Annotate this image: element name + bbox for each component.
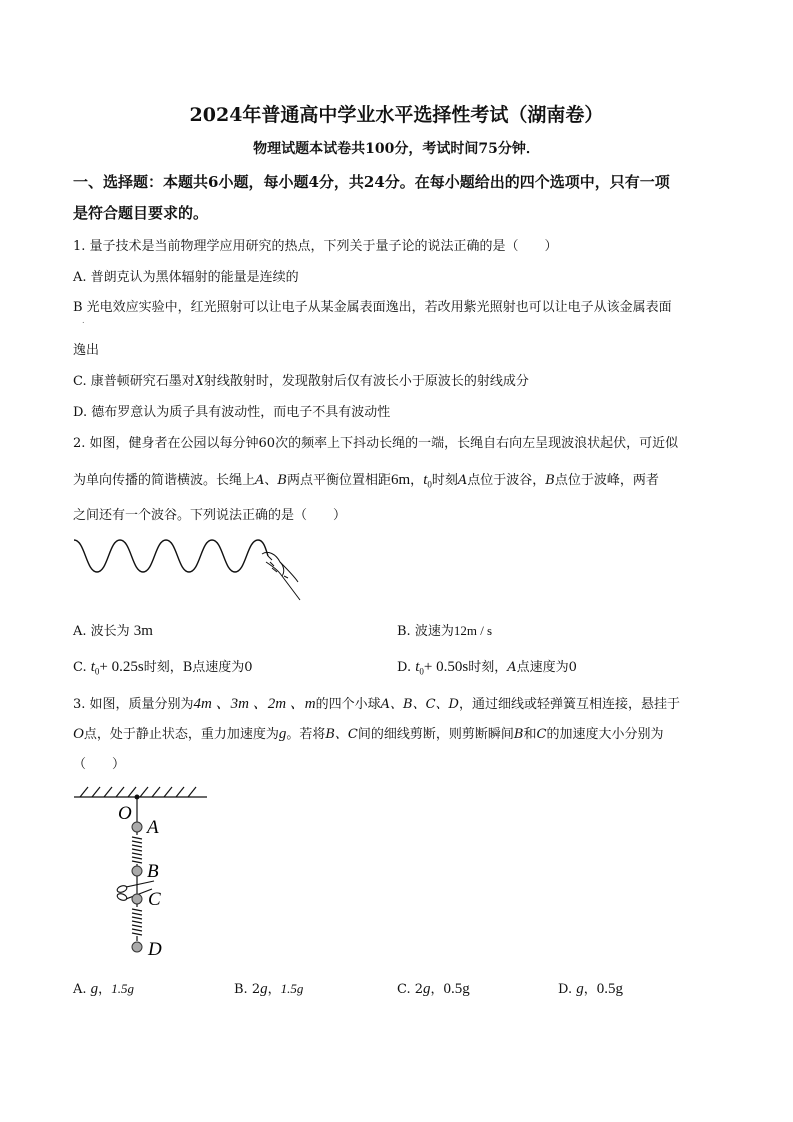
label-c: C bbox=[148, 889, 161, 910]
q1-option-b-line1: B 光电效应实验中，红光照射可以让电子从某金属表面逸出，若改用紫光照射也可以让电子从该金属表面 bbox=[73, 300, 672, 315]
ball-b bbox=[132, 866, 142, 876]
page-subtitle: 物理试题本试卷共100分，考试时间75分钟． bbox=[253, 141, 540, 157]
q3-hanging-balls-figure bbox=[72, 785, 212, 960]
page-title: 2024年普通高中学业水平选择性考试（湖南卷） bbox=[189, 104, 604, 126]
q1-option-c: C. 康普顿研究石墨对X射线散射时，发现散射后仅有波长小于原波长的射线成分 bbox=[73, 373, 529, 389]
q2-stem-line1: 2. 如图，健身者在公园以每分钟60次的频率上下抖动长绳的一端，长绳自右向左呈现波浪状起伏，可近似 bbox=[73, 436, 679, 451]
q1-option-d: D. 德布罗意认为质子具有波动性，而电子不具有波动性 bbox=[73, 405, 391, 420]
q3-stem-line1: 3. 如图，质量分别为4m 、3m 、2m 、m的四个小球A、B、C、D，通过细线或轻弹簧互相连接，悬挂于 bbox=[73, 696, 680, 712]
q2-option-c: C. $t_0+ 0.25s$时刻，B点速度为0 bbox=[73, 659, 253, 677]
q3-option-b: B. 2g，1.5g bbox=[234, 981, 304, 997]
ball-c bbox=[132, 894, 142, 904]
label-o: O bbox=[118, 803, 132, 824]
q2-rope-wave-figure bbox=[72, 532, 312, 607]
q1-option-b-line2: 逸出 bbox=[73, 343, 100, 358]
ball-d bbox=[132, 942, 142, 952]
q2-stem-line2: 为单向传播的简谐横波。长绳上A、B两点平衡位置相距6m，$t_0$时刻A点位于波谷，B点位于波峰，两者 bbox=[73, 472, 659, 490]
q3-stem-line2: O点，处于静止状态，重力加速度为g。若将B、C间的细线剪断，则剪断瞬间B和C的加速度大小分别为 bbox=[73, 726, 664, 742]
label-d: D bbox=[148, 939, 162, 960]
q2-option-b: B. 波速为12m / s bbox=[397, 623, 493, 639]
section-heading-line1: 一、选择题：本题共6小题，每小题4分，共24分。在每小题给出的四个选项中，只有一项 bbox=[73, 173, 670, 191]
hand-icon bbox=[262, 552, 300, 600]
q1-option-a: A. 普朗克认为黑体辐射的能量是连续的 bbox=[73, 270, 299, 285]
ceiling-hatch bbox=[74, 787, 207, 797]
q2-option-d: D. $t_0+ 0.50s$时刻，A点速度为0 bbox=[397, 659, 577, 677]
q3-option-a: A. g，1.5g bbox=[73, 981, 134, 997]
label-a: A bbox=[147, 817, 159, 838]
q2-stem-line3: 之间还有一个波谷。下列说法正确的是（ ） bbox=[73, 508, 347, 523]
q3-option-c: C. 2g，0.5g bbox=[397, 981, 470, 997]
q3-option-d: D. g，0.5g bbox=[558, 981, 623, 997]
q2-option-a: A. 波长为 3m bbox=[73, 623, 153, 639]
section-heading-line2: 是符合题目要求的。 bbox=[73, 204, 209, 222]
rope-wave bbox=[74, 540, 268, 572]
q1-option-b-dot: . bbox=[82, 316, 85, 325]
spring-a-b bbox=[132, 832, 142, 866]
q1-stem: 1. 量子技术是当前物理学应用研究的热点，下列关于量子论的说法正确的是（ ） bbox=[73, 239, 558, 254]
spring-c-d bbox=[132, 904, 142, 941]
q3-stem-line3: （ ） bbox=[73, 757, 126, 772]
label-b: B bbox=[147, 861, 159, 882]
ball-a bbox=[132, 822, 142, 832]
